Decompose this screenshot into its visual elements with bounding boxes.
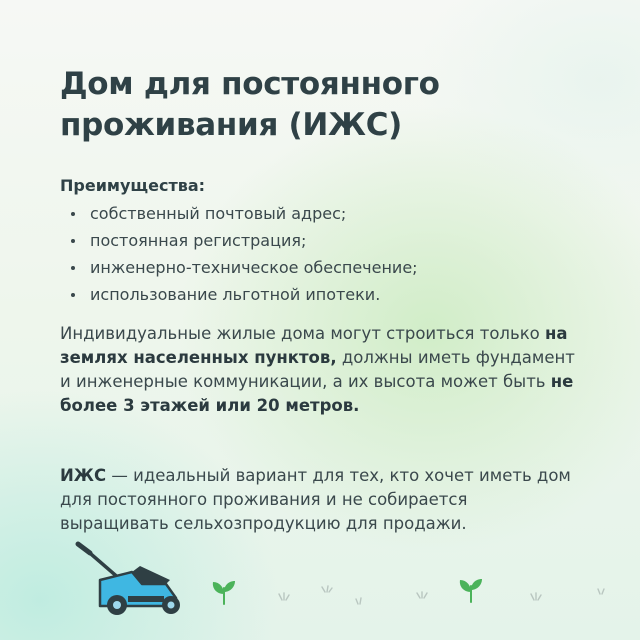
paragraph-izhs-requirements [60, 322, 580, 418]
paragraph-text: должны иметь фундамент и инженерные коммуникации, а их высота может быть [60, 348, 575, 391]
lawn-mower-icon [78, 544, 180, 615]
paragraph-bold: на землях населенных пунктов, [60, 324, 568, 367]
sprout-icon [460, 579, 482, 602]
advantages-list [68, 200, 418, 308]
list-item: собственный почтовый адрес; [68, 200, 418, 227]
paragraph-text: — идеальный вариант для тех, кто хочет иметь дом для постоянного проживания и не собирается выращивать сельхозпродукцию для продажи. [60, 466, 571, 533]
advantages-heading: Преимущества: [60, 176, 206, 195]
list-item: инженерно-техническое обеспечение; [68, 254, 418, 281]
paragraph-izhs-summary [60, 464, 580, 536]
lawn-illustration [0, 540, 640, 640]
sprout-icon [213, 581, 235, 604]
paragraph-bold: ИЖС [60, 466, 107, 485]
paragraph-text: Индивидуальные жилые дома могут строиться только [60, 324, 546, 343]
grass-tuft-icon [279, 586, 604, 604]
page-title: Дом для постоянного проживания (ИЖС) [60, 66, 440, 143]
list-item: постоянная регистрация; [68, 227, 418, 254]
list-item: использование льготной ипотеки. [68, 281, 418, 308]
paragraph-bold: не более 3 этажей или 20 метров. [60, 372, 574, 415]
